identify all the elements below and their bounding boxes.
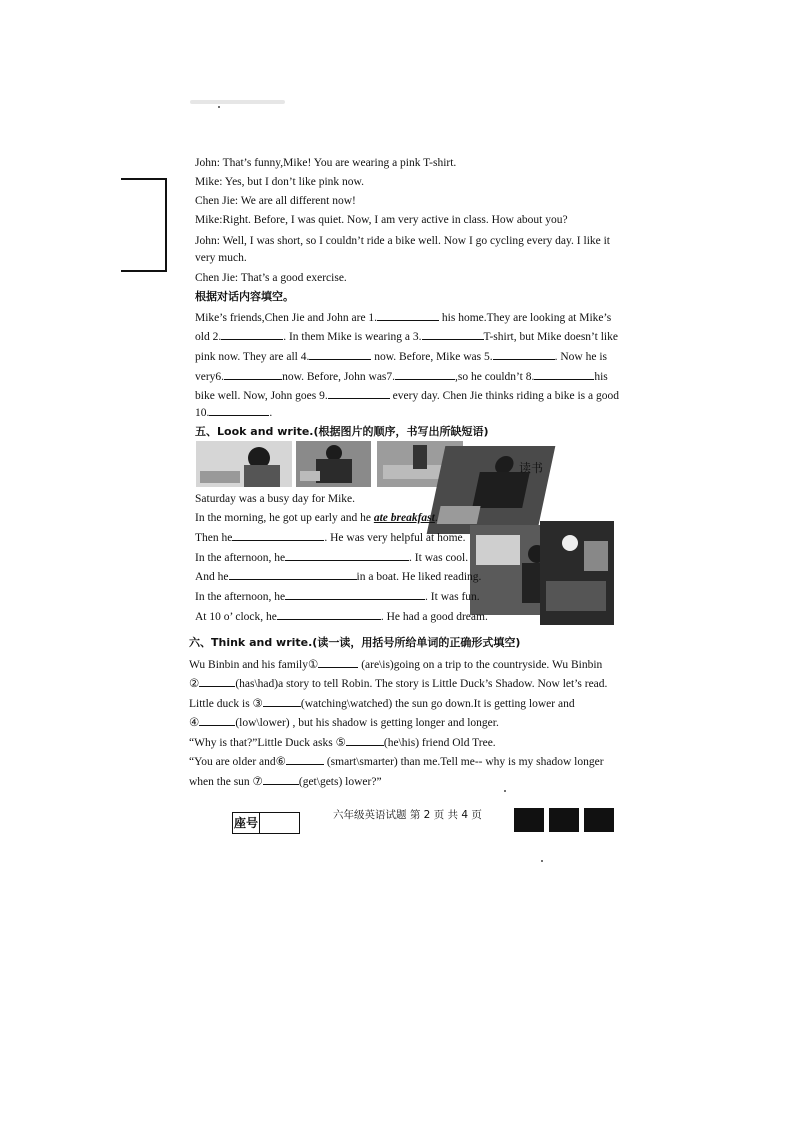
answer-blank[interactable] bbox=[328, 388, 390, 399]
answer-blank[interactable] bbox=[309, 349, 371, 360]
answer-blank[interactable] bbox=[224, 369, 282, 380]
answer-blank[interactable] bbox=[286, 754, 324, 765]
answer-blank[interactable] bbox=[346, 735, 384, 746]
dialogue-line: Chen Jie: That’s a good exercise. bbox=[195, 272, 347, 284]
section4-instruction: 根据对话内容填空。 bbox=[195, 290, 294, 303]
scan-speck bbox=[218, 106, 220, 108]
fill-line: Little duck is ③ (watching\watched) the sun go down.It is getting lower and bbox=[189, 698, 575, 710]
write-line: Saturday was a busy day for Mike. bbox=[195, 493, 356, 505]
write-line: In the morning, he got up early and he ate breakfast. bbox=[195, 512, 438, 524]
picture-sleep bbox=[540, 521, 614, 625]
write-line: In the afternoon, he . It was fun. bbox=[195, 591, 480, 603]
answer-blank[interactable] bbox=[221, 329, 283, 340]
fill-line: Mike’s friends,Chen Jie and John are 1. his home.They are looking at Mike’s bbox=[195, 312, 612, 324]
answer-blank[interactable] bbox=[232, 530, 324, 541]
fill-line: bike well. Now, John goes 9. every day. Chen Jie thinks riding a bike is a good bbox=[195, 390, 619, 402]
alignment-mark bbox=[584, 808, 614, 832]
answer-blank[interactable] bbox=[263, 696, 301, 707]
answer-blank[interactable] bbox=[493, 349, 555, 360]
alignment-mark bbox=[514, 808, 544, 832]
dialogue-line: John: That’s funny,Mike! You are wearing a pink T-shirt. bbox=[195, 157, 457, 169]
answer-blank[interactable] bbox=[377, 310, 439, 321]
fill-line: “Why is that?”Little Duck asks ⑤ (he\his) friend Old Tree. bbox=[189, 737, 496, 749]
write-line: At 10 o’ clock, he . He had a good dream. bbox=[195, 611, 488, 623]
dialogue-line: Mike: Yes, but I don’t like pink now. bbox=[195, 176, 364, 188]
fill-line: ② (has\had)a story to tell Robin. The story is Little Duck’s Shadow. Now let’s read. bbox=[189, 678, 608, 690]
fill-line: very6. now. Before, John was7. ,so he couldn’t 8. his bbox=[195, 371, 608, 383]
answer-blank[interactable] bbox=[285, 589, 425, 600]
answer-blank[interactable] bbox=[199, 676, 235, 687]
seat-number-box[interactable] bbox=[232, 812, 300, 834]
margin-bracket bbox=[121, 178, 167, 272]
scan-smudge bbox=[190, 100, 285, 104]
write-line: And he in a boat. He liked reading. bbox=[195, 571, 482, 583]
scan-speck bbox=[541, 860, 543, 862]
answer-blank[interactable] bbox=[229, 569, 357, 580]
fill-line: 10. . bbox=[195, 407, 273, 419]
answer-blank[interactable] bbox=[285, 550, 409, 561]
picture-brush-teeth bbox=[196, 441, 292, 487]
scan-speck bbox=[504, 790, 506, 792]
section5-title: 五、Look and write.(根据图片的顺序，书写出所缺短语) bbox=[195, 425, 489, 438]
write-line: Then he . He was very helpful at home. bbox=[195, 532, 466, 544]
answer-blank[interactable] bbox=[534, 369, 594, 380]
fill-line: ④ (low\lower) , but his shadow is getting longer and longer. bbox=[189, 717, 499, 729]
example-answer: ate breakfast bbox=[373, 512, 435, 524]
write-line: In the afternoon, he . It was cool. bbox=[195, 552, 469, 564]
picture-label: 读书 bbox=[519, 461, 544, 475]
dialogue-line: John: Well, I was short, so I couldn’t ride a bike well. Now I go cycling every day. I like it bbox=[195, 235, 611, 247]
dialogue-line: Chen Jie: We are all different now! bbox=[195, 195, 356, 207]
section6-title: 六、Think and write.(读一读，用括号所给单词的正确形式填空) bbox=[189, 636, 521, 649]
picture-cleaning bbox=[296, 441, 371, 487]
alignment-mark bbox=[549, 808, 579, 832]
dialogue-line: very much. bbox=[195, 252, 247, 264]
seat-label: 座号 bbox=[233, 813, 260, 833]
answer-blank[interactable] bbox=[209, 405, 269, 416]
answer-blank[interactable] bbox=[199, 715, 235, 726]
dialogue-line: Mike:Right. Before, I was quiet. Now, I am very active in class. How about you? bbox=[195, 214, 568, 226]
fill-line: pink now. They are all 4. now. Before, Mike was 5. . Now he is bbox=[195, 351, 607, 363]
fill-line: “You are older and⑥ (smart\smarter) than me.Tell me-- why is my shadow longer bbox=[189, 756, 604, 768]
fill-line: Wu Binbin and his family① (are\is)going on a trip to the countryside. Wu Binbin bbox=[189, 659, 603, 671]
fill-line: old 2. . In them Mike is wearing a 3. T-shirt, but Mike doesn’t like bbox=[195, 331, 618, 343]
answer-blank[interactable] bbox=[277, 609, 381, 620]
answer-blank[interactable] bbox=[395, 369, 455, 380]
answer-blank[interactable] bbox=[318, 657, 358, 668]
page-footer: 六年级英语试题 第 2 页 共 4 页 bbox=[333, 809, 482, 821]
answer-blank[interactable] bbox=[263, 774, 299, 785]
answer-blank[interactable] bbox=[422, 329, 484, 340]
fill-line: when the sun ⑦ (get\gets) lower?” bbox=[189, 776, 382, 788]
